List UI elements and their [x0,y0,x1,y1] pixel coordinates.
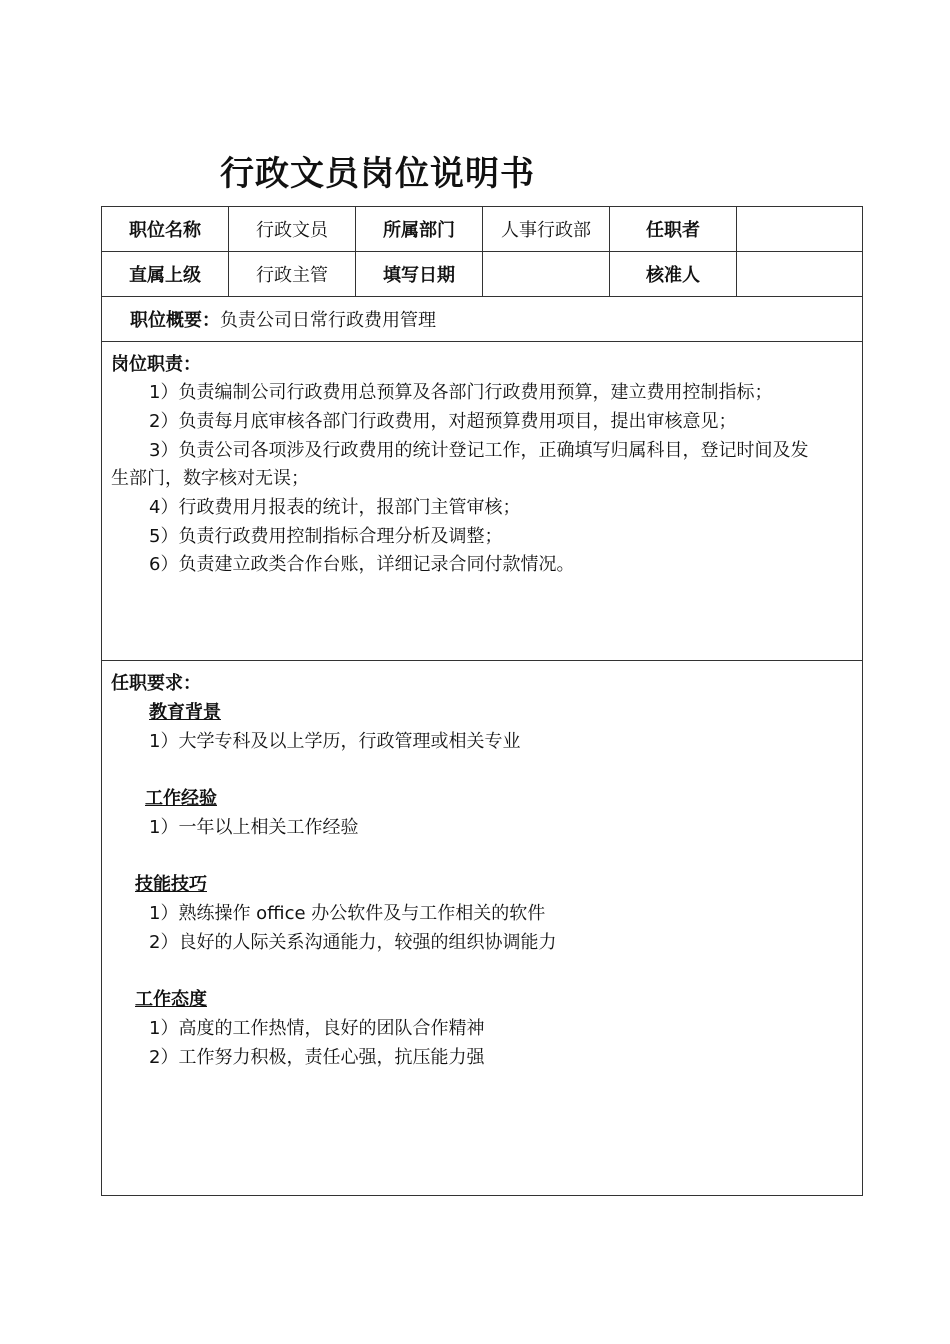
duty-line: 3）负责公司各项涉及行政费用的统计登记工作，正确填写归属科目，登记时间及发 [149,440,809,461]
supervisor-label: 直属上级 [102,252,229,296]
requirement-line: 1）一年以上相关工作经验 [149,817,359,838]
requirement-line: 1）大学专科及以上学历，行政管理或相关专业 [149,731,521,752]
requirement-line: 1）熟练操作 office 办公软件及与工作相关的软件 [149,903,546,924]
header-row-2 [102,252,862,297]
position-name-label: 职位名称 [102,207,229,251]
job-description-table [101,206,863,1196]
position-name-value: 行政文员 [229,207,356,251]
approver-label: 核准人 [610,252,737,296]
department-value: 人事行政部 [483,207,610,251]
duty-line: 4）行政费用月报表的统计，报部门主管审核； [149,497,521,518]
incumbent-value [737,207,864,251]
attitude-heading: 工作态度 [135,989,207,1010]
department-label: 所属部门 [356,207,483,251]
requirement-line: 2）良好的人际关系沟通能力，较强的组织协调能力 [149,932,557,953]
duty-line: 2）负责每月底审核各部门行政费用，对超预算费用项目，提出审核意见； [149,411,737,432]
page-title: 行政文员岗位说明书 [220,154,535,194]
duty-line: 生部门，数字核对无误； [111,468,309,489]
supervisor-value: 行政主管 [229,252,356,296]
requirements-title: 任职要求： [111,673,201,694]
duty-line: 1）负责编制公司行政费用总预算及各部门行政费用预算，建立费用控制指标； [149,382,773,403]
header-row-1 [102,207,862,252]
duties-section [102,342,862,661]
education-heading: 教育背景 [149,702,221,723]
duty-line: 5）负责行政费用控制指标合理分析及调整； [149,526,503,547]
summary-text: 负责公司日常行政费用管理 [220,310,436,331]
duties-title: 岗位职责： [111,354,201,375]
experience-heading: 工作经验 [145,788,217,809]
fill-date-value [483,252,610,296]
requirement-line: 1）高度的工作热情，良好的团队合作精神 [149,1018,485,1039]
skills-heading: 技能技巧 [135,874,207,895]
summary-label: 职位概要： [130,310,220,331]
requirement-line: 2）工作努力积极，责任心强，抗压能力强 [149,1047,485,1068]
summary-row [102,297,862,342]
requirements-section [102,661,862,1195]
incumbent-label: 任职者 [610,207,737,251]
approver-value [737,252,864,296]
fill-date-label: 填写日期 [356,252,483,296]
duty-line: 6）负责建立政类合作台账，详细记录合同付款情况。 [149,554,575,575]
